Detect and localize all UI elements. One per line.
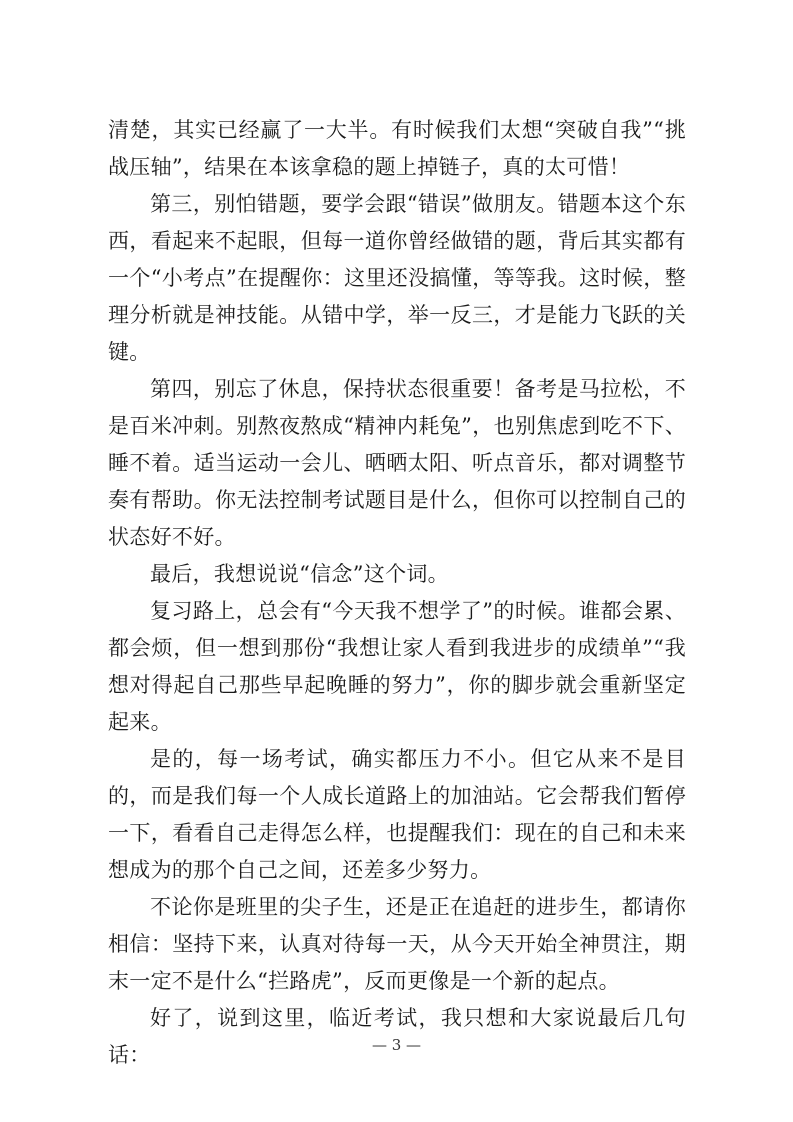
paragraph-exam-pressure: 是的，每一场考试，确实都压力不小。但它从来不是目的，而是我们每一个人成长道路上的加油站。它会帮我们暂停一下，看看自己走得怎么样，也提醒我们：现在的自己和未来想成为的那个自己之间，还差多少努力。 — [108, 747, 686, 882]
paragraph-belief-intro: 最后，我想说说“信念”这个词。 — [150, 562, 449, 586]
paragraph-third-point: 第三，别怕错题，要学会跟“错误”做朋友。错题本这个东西，看起来不起眼，但每一道你曾经做错的题，背后其实都有一个“小考点”在提醒你：这里还没搞懂，等等我。这时候，整理分析就是神技能。从错中学，举一反三，才是能力飞跃的关键。 — [108, 192, 686, 364]
paragraph-closing: 好了，说到这里，临近考试，我只想和大家说最后几句话： — [108, 1006, 686, 1067]
paragraph-review-road: 复习路上，总会有“今天我不想学了”的时候。谁都会累、都会烦，但一想到那份“我想让家人看到我进步的成绩单”“我想对得起自己那些早起晚睡的努力”，你的脚步就会重新坚定起来。 — [108, 599, 686, 734]
page-number: — 3 — — [371, 1036, 422, 1054]
body-text — [108, 112, 686, 1074]
paragraph-fourth-point: 第四，别忘了休息，保持状态很重要！备考是马拉松，不是百米冲刺。别熬夜熬成“精神内耗兔”，也别焦虑到吃不下、睡不着。适当运动一会儿、晒晒太阳、听点音乐，都对调整节奏有帮助。你无法控制考试题目是什么，但你可以控制自己的状态好不好。 — [108, 377, 686, 549]
paragraph-encouragement: 不论你是班里的尖子生，还是正在追赶的进步生，都请你相信：坚持下来，认真对待每一天，从今天开始全神贯注，期末一定不是什么“拦路虎”，反而更像是一个新的起点。 — [108, 895, 686, 993]
paragraph-continued: 清楚，其实已经赢了一大半。有时候我们太想“突破自我”“挑战压轴”，结果在本该拿稳的题上掉链子，真的太可惜！ — [108, 118, 686, 179]
